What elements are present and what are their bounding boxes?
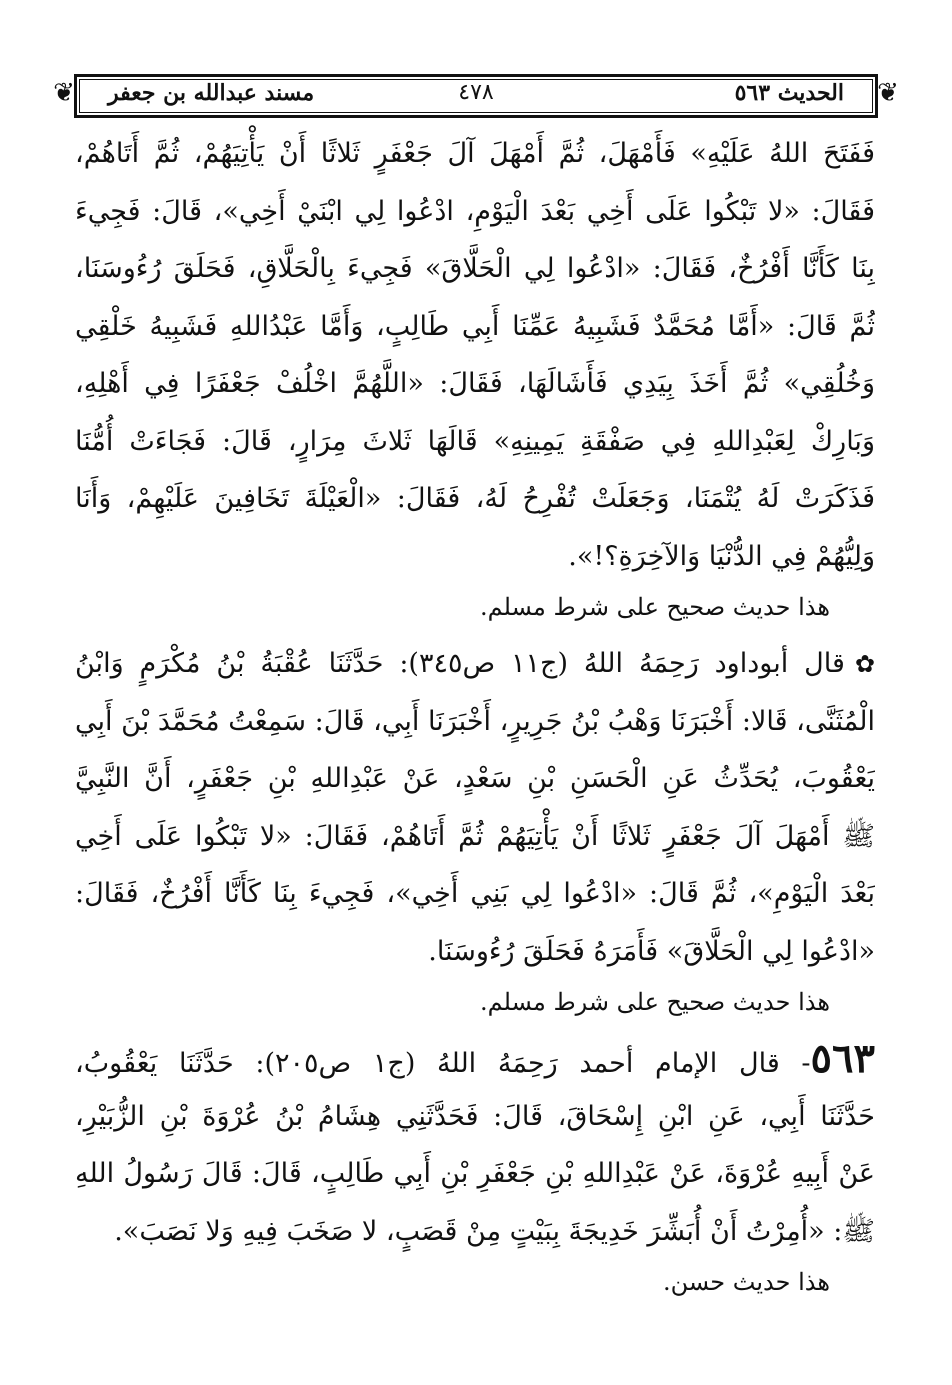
text-line: وَلِيُّهُمْ فِي الدُّنْيَا وَالآخِرَةِ؟!».: [568, 540, 875, 572]
page-body: [75, 125, 875, 1304]
left-ornament-icon: ❦: [53, 78, 75, 108]
text-line: بِنَا كَأَنَّا أَفْرُخٌ، فَقَالَ: «ادْعُوا لِي الْحَلَّاقَ» فَجِيءَ بِالْحَلَّاقِ، فَحَلَقَ رُءُوسَنَا،: [75, 253, 875, 284]
musnad-title: مسند عبدالله بن جعفر: [108, 80, 315, 106]
text-line: عَنْ أَبِيهِ عُرْوَةَ، عَنْ عَبْدِاللهِ بْنِ جَعْفَرِ بْنِ أَبِي طَالِبٍ، قَالَ: قَالَ رَسُولُ اللهِ: [75, 1158, 875, 1189]
text-line-content: قال أبوداود رَحِمَهُ اللهُ (ج١١ ص٣٤٥): حَدَّثَنَا عُقْبَةُ بْنُ مُكْرَمٍ وَابْنُ: [75, 648, 845, 679]
text-line: الْمُثَنَّى، قَالا: أَخْبَرَنَا وَهْبُ بْنُ جَرِيرٍ، أَخْبَرَنَا أَبِي، قَالَ: سَمِعْتُ مُحَمَّدَ بْنَ أَبِي: [75, 705, 875, 737]
text-line: [75, 635, 875, 693]
page-number: ٤٧٨: [458, 80, 494, 105]
text-line-content: - قال الإمام أحمد رَحِمَهُ اللهُ (ج١ ص٢٠٥): حَدَّثَنَا يَعْقُوبُ،: [75, 1048, 811, 1079]
grading-note: هذا حديث صحيح على شرط مسلم.: [480, 593, 830, 621]
text-line: وَبَارِكْ لِعَبْدِاللهِ فِي صَفْقَةِ يَمِينِهِ» قَالَهَا ثَلاثَ مِرَارٍ، قَالَ: فَجَاءَتْ أُمُّنَا: [75, 425, 875, 457]
hadith-number: ٥٦٣: [810, 1035, 875, 1082]
text-line: فَفَتَحَ اللهُ عَلَيْهِ» فَأَمْهَلَ، ثُمَّ أَمْهَلَ آلَ جَعْفَرٍ ثَلاثًا أَنْ يَأْتِيَهُمْ، ثُمَّ أَتَاهُمْ،: [75, 138, 875, 169]
text-line: وَخُلُقِي» ثُمَّ أَخَذَ بِيَدِي فَأَشَالَهَا، فَقَالَ: «اللَّهُمَّ اخْلُفْ جَعْفَرًا فِي أَهْلِهِ،: [75, 368, 875, 399]
text-line: حَدَّثَنَا أَبِي، عَنِ ابْنِ إِسْحَاقَ، قَالَ: فَحَدَّثَنِي هِشَامُ بْنُ عُرْوَةَ بْنِ الزُّبَيْرِ،: [75, 1100, 875, 1132]
flower-bullet-icon: ✿: [854, 650, 875, 678]
text-line: ﷺ: «أُمِرْتُ أَنْ أُبَشِّرَ خَدِيجَةَ بِبَيْتٍ مِنْ قَصَبٍ، لا صَخَبَ فِيهِ وَلا نَصَبَ».: [114, 1215, 875, 1247]
text-line: ثُمَّ قَالَ: «أَمَّا مُحَمَّدٌ فَشَبِيهُ عَمِّنَا أَبِي طَالِبٍ، وَأَمَّا عَبْدُاللهِ فَشَبِيهُ خَلْقِي: [75, 310, 875, 342]
text-line: يَعْقُوبَ، يُحَدِّثُ عَنِ الْحَسَنِ بْنِ سَعْدٍ، عَنْ عَبْدِاللهِ بْنِ جَعْفَرٍ، أَنَّ النَّبِيَّ: [75, 763, 875, 794]
text-line: بَعْدَ الْيَوْمِ»، ثُمَّ قَالَ: «ادْعُوا لِي بَنِي أَخِي»، فَجِيءَ بِنَا كَأَنَّا أَفْرُخٌ، فَقَالَ:: [75, 878, 875, 909]
hadith-reference: الحديث ٥٦٣: [734, 80, 844, 106]
grading-note: هذا حديث حسن.: [662, 1268, 830, 1296]
text-line: ﷺ أَمْهَلَ آلَ جَعْفَرٍ ثَلاثًا أَنْ يَأْتِيَهُمْ ثُمَّ أَتَاهُمْ، فَقَالَ: «لا تَبْكُوا عَلَى أَخِي: [75, 820, 875, 852]
grading-note: هذا حديث صحيح على شرط مسلم.: [480, 988, 830, 1016]
running-header: [50, 70, 902, 118]
text-line: [75, 1030, 875, 1088]
right-ornament-icon: ❦: [877, 78, 899, 108]
text-line: فَذَكَرَتْ لَهُ يُتْمَنَا، وَجَعَلَتْ تُفْرِحُ لَهُ، فَقَالَ: «الْعَيْلَةَ تَخَافِينَ عَلَيْهِمْ، وَأَنَا: [75, 483, 875, 514]
text-line: فَقَالَ: «لا تَبْكُوا عَلَى أَخِي بَعْدَ الْيَوْمِ، ادْعُوا لِي ابْنَيْ أَخِي»، قَالَ: فَجِيءَ: [75, 195, 875, 227]
text-line: «ادْعُوا لِي الْحَلَّاقَ» فَأَمَرَهُ فَحَلَقَ رُءُوسَنَا.: [428, 935, 875, 967]
